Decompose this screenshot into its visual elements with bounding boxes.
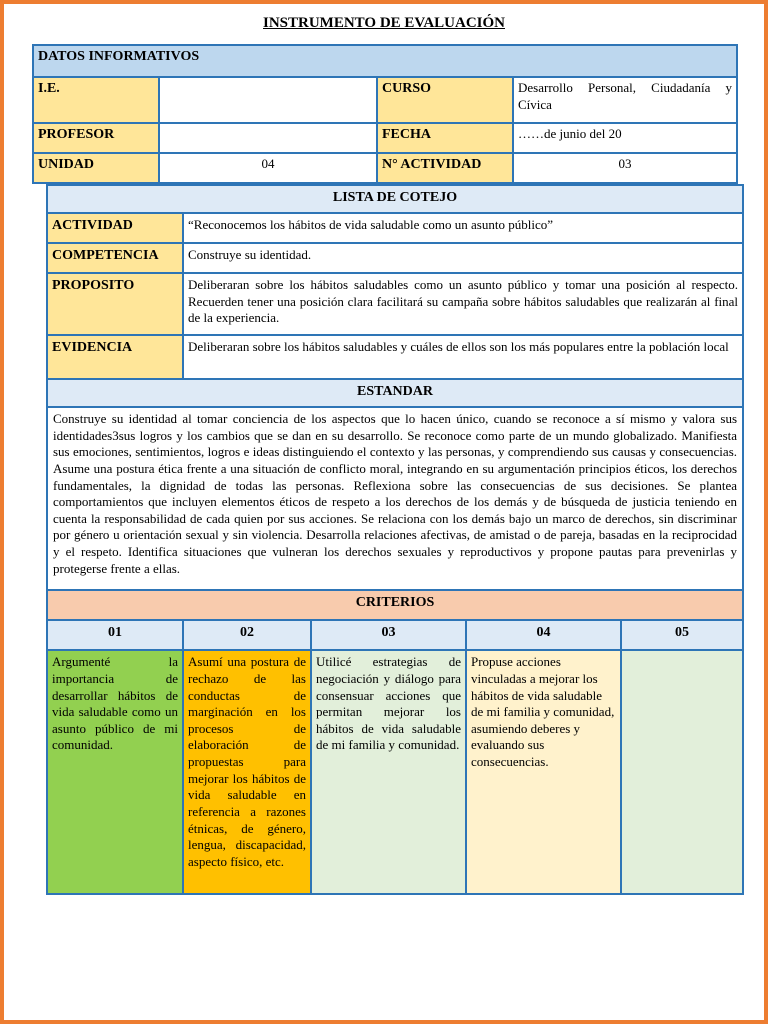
unidad-label: UNIDAD — [33, 153, 159, 183]
fecha-label: FECHA — [377, 123, 513, 153]
criterio-text-05 — [621, 650, 743, 894]
criterio-text-03: Utilicé estrategias de negociación y diálogo para consensuar acciones que permitan mejorar los hábitos de vida saludable de mi familia y comunidad. — [311, 650, 466, 894]
evidencia-value: Deliberaran sobre los hábitos saludables y cuáles de ellos son los más populares entre la población local — [183, 335, 743, 379]
criterio-text-04: Propuse acciones vinculadas a mejorar los hábitos de vida saludable de mi familia y comunidad, asumiendo deberes y evaluando sus consecuencias. — [466, 650, 621, 894]
criterio-num-03: 03 — [311, 620, 466, 650]
lista-cotejo-table — [46, 184, 744, 895]
fecha-value: ……de junio del 20 — [513, 123, 737, 153]
ie-value — [159, 77, 377, 123]
profesor-value — [159, 123, 377, 153]
datos-informativos-header: DATOS INFORMATIVOS — [33, 45, 737, 77]
estandar-text: Construye su identidad al tomar conciencia de los aspectos que lo hacen único, cuando se reconoce a sí mismo y valora sus identidades3sus logros y los cambios que se dan en su desarrollo. Se reconoce como parte de un mundo globalizado. Manifiesta sus emociones, sentimientos, logros e ideas distinguiendo el contexto y las personas, y comprendiendo sus causas y consecuencias. Asume una postura ética frente a una situación de conflicto moral, integrando en su argumentación principios éticos, los derechos fundamentales, la dignidad de todas las personas. Reflexiona sobre las consecuencias de sus decisiones. Se plantea comportamientos que incluyen elementos éticos de respeto a los derechos de los demás y de búsqueda de justicia teniendo en cuenta la responsabilidad de cada quien por sus acciones. Se relaciona con los demás bajo un marco de derechos, sin discriminar por género u orientación sexual y sin violencia. Desarrolla relaciones afectivas, de amistad o de pareja, basadas en la reciprocidad y el respeto. Identifica situaciones que vulneran los derechos sexuales y reproductivos y propone pautas para prevenirlas y protegerse frente a ellas. — [47, 407, 743, 590]
criterio-num-02: 02 — [183, 620, 311, 650]
criterio-num-04: 04 — [466, 620, 621, 650]
ie-label: I.E. — [33, 77, 159, 123]
datos-informativos-table — [32, 44, 738, 184]
curso-value: Desarrollo Personal, Ciudadanía y Cívica — [513, 77, 737, 123]
actividad-label: ACTIVIDAD — [47, 213, 183, 243]
actividad-num-label: N° ACTIVIDAD — [377, 153, 513, 183]
document-title: INSTRUMENTO DE EVALUACIÓN — [263, 15, 505, 31]
criterio-text-01: Argumenté la importancia de desarrollar hábitos de vida saludable como un asunto público de mi comunidad. — [47, 650, 183, 894]
proposito-value: Deliberaran sobre los hábitos saludables como un asunto público y tomar una posición al respecto. Recuerden tener una posición clara facilitará su campaña sobre hábitos saludables que realizarán al final de la experiencia. — [183, 273, 743, 335]
actividad-value: “Reconocemos los hábitos de vida saludable como un asunto público” — [183, 213, 743, 243]
unidad-value: 04 — [159, 153, 377, 183]
competencia-value: Construye su identidad. — [183, 243, 743, 273]
estandar-header: ESTANDAR — [47, 379, 743, 407]
proposito-label: PROPOSITO — [47, 273, 183, 335]
criterio-text-02: Asumí una postura de rechazo de las conductas de marginación en los procesos de elaboración de propuestas para mejorar los hábitos de vida saludable en referencia a razones étnicas, de género, lengua, discapacidad, aspecto físico, etc. — [183, 650, 311, 894]
profesor-label: PROFESOR — [33, 123, 159, 153]
evidencia-label: EVIDENCIA — [47, 335, 183, 379]
criterios-header: CRITERIOS — [47, 590, 743, 620]
criterio-num-01: 01 — [47, 620, 183, 650]
actividad-num-value: 03 — [513, 153, 737, 183]
competencia-label: COMPETENCIA — [47, 243, 183, 273]
curso-label: CURSO — [377, 77, 513, 123]
criterio-num-05: 05 — [621, 620, 743, 650]
lista-cotejo-header: LISTA DE COTEJO — [47, 185, 743, 213]
